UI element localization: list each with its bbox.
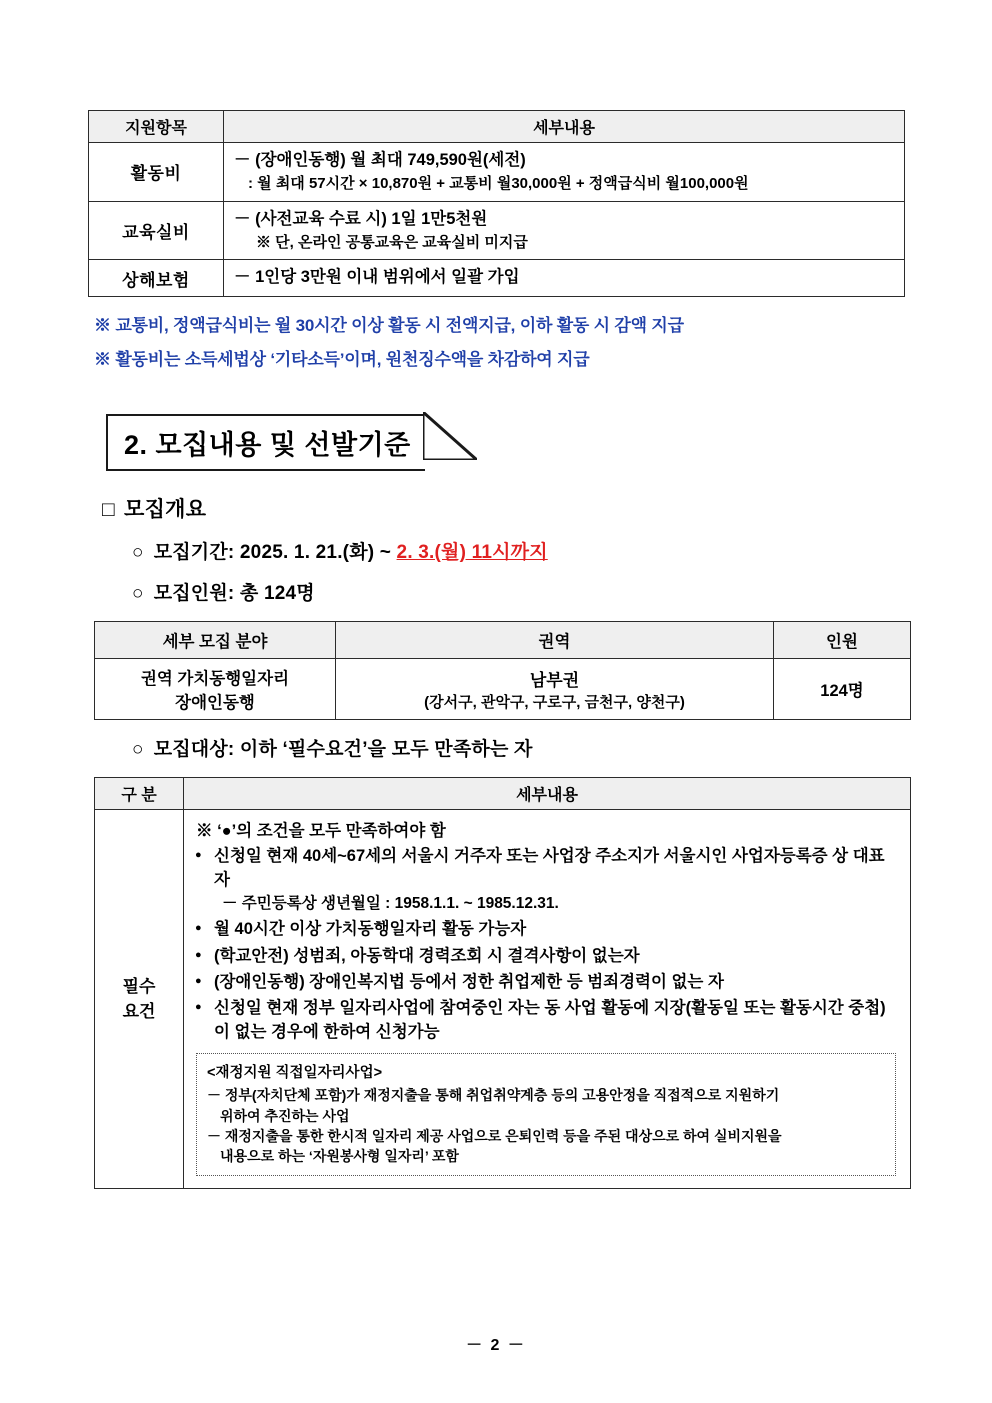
bullet-recruit-period bbox=[132, 537, 904, 564]
recruit-deadline-highlight: 2. 3.(월) 11시까지 bbox=[396, 542, 548, 564]
section-heading-text: 2. 모집내용 및 선발기준 bbox=[106, 414, 425, 471]
requirements-note: ※ ‘●’의 조건을 모두 만족하여야 함 bbox=[196, 822, 446, 841]
inner-box-line2: － 재정지출을 통한 한시적 일자리 제공 사업으로 은퇴인력 등을 주된 대상으로 하여 실비지원을 bbox=[207, 1127, 782, 1144]
row-label-required bbox=[95, 810, 184, 1189]
table-row bbox=[95, 810, 911, 1189]
required-label-line2: 요건 bbox=[122, 1002, 156, 1022]
bullet-recruit-target bbox=[132, 734, 904, 761]
circle-marker-icon: ○ bbox=[132, 583, 144, 605]
list-item bbox=[194, 971, 900, 994]
cell-region bbox=[336, 659, 774, 720]
table-row bbox=[89, 260, 905, 297]
table-header-row bbox=[95, 778, 911, 810]
education-fee-line1: － (사전교육 수료 시) 1일 1만5천원 bbox=[234, 209, 488, 228]
activity-fee-line1: － (장애인동행) 월 최대 749,590원(세전) bbox=[234, 151, 526, 169]
inner-box-line2-cont: 내용으로 하는 ‘자원봉사형 일자리’ 포함 bbox=[220, 1148, 459, 1165]
circle-marker-icon: ○ bbox=[132, 542, 144, 564]
table-row bbox=[89, 143, 905, 202]
table-header-row bbox=[95, 622, 911, 659]
subsection-heading-text: 모집개요 bbox=[123, 498, 207, 522]
column-header-field: 세부 모집 분야 bbox=[95, 622, 336, 659]
column-header-detail: 세부내용 bbox=[224, 111, 905, 143]
inner-box-line1-cont: 위하여 추진하는 사업 bbox=[220, 1107, 350, 1124]
cell-count: 124명 bbox=[774, 659, 911, 720]
region-main: 남부권 bbox=[529, 671, 580, 691]
requirement-text: 월 40시간 이상 가치동행일자리 활동 가능자 bbox=[214, 920, 527, 939]
list-item bbox=[194, 918, 900, 941]
support-items-table bbox=[88, 110, 905, 297]
insurance-line1: － 1인당 3만원 이내 범위에서 일괄 가입 bbox=[234, 268, 520, 287]
table-row bbox=[89, 201, 905, 260]
region-sub: (강서구, 관악구, 구로구, 금천구, 양천구) bbox=[424, 694, 685, 712]
section-heading bbox=[106, 414, 425, 471]
cell-field bbox=[95, 659, 336, 720]
field-line2: 장애인동행 bbox=[175, 694, 255, 713]
activity-fee-line2: : 월 최대 57시간 × 10,870원 + 교통비 월30,000원 + 정액급식비 월100,000원 bbox=[248, 174, 749, 192]
subsection-heading bbox=[102, 493, 904, 523]
list-item bbox=[194, 945, 900, 968]
recruit-target-text: 모집대상: 이하 ‘필수요건’을 모두 만족하는 자 bbox=[153, 739, 533, 761]
note-income-tax: ※ 활동비는 소득세법상 ‘기타소득’이며, 원천징수액을 차감하여 지급 bbox=[94, 350, 590, 370]
list-item bbox=[194, 997, 900, 1044]
requirement-text: 신청일 현재 40세~67세의 서울시 거주자 또는 사업장 주소지가 서울시인 사업자등록증 상 대표자 bbox=[214, 847, 885, 889]
table-header-row bbox=[89, 111, 905, 143]
education-fee-line2: ※ 단, 온라인 공통교육은 교육실비 미지급 bbox=[256, 233, 528, 251]
note-transport-meal: ※ 교통비, 정액급식비는 월 30시간 이상 활동 시 전액지급, 이하 활동 시 감액 지급 bbox=[94, 316, 684, 336]
column-header-region: 권역 bbox=[336, 622, 774, 659]
requirements-detail-cell bbox=[184, 810, 911, 1189]
requirement-text: (학교안전) 성범죄, 아동학대 경력조회 시 결격사항이 없는자 bbox=[214, 946, 640, 965]
inner-box-line1: － 정부(자치단체 포함)가 재정지출을 통해 취업취약계층 등의 고용안정을 직접적으로 지원하기 bbox=[207, 1087, 780, 1104]
requirements-table bbox=[94, 777, 911, 1189]
row-detail-education-fee bbox=[224, 201, 905, 260]
list-item bbox=[194, 845, 900, 915]
recruit-count-label: 모집인원: 총 124명 bbox=[153, 583, 315, 605]
field-line1: 권역 가치동행일자리 bbox=[140, 670, 290, 689]
requirements-list bbox=[194, 845, 900, 1044]
row-detail-insurance bbox=[224, 260, 905, 297]
row-detail-activity-fee bbox=[224, 143, 905, 202]
requirement-subtext: － 주민등록상 생년월일 : 1958.1.1. ~ 1985.12.31. bbox=[222, 895, 559, 913]
requirement-text: (장애인동행) 장애인복지법 등에서 정한 취업제한 등 범죄경력이 없는 자 bbox=[214, 972, 724, 991]
recruit-field-table bbox=[94, 621, 911, 720]
square-marker-icon: □ bbox=[102, 498, 115, 522]
column-header-item: 지원항목 bbox=[89, 111, 224, 143]
section-heading-flag-icon bbox=[423, 412, 477, 473]
column-header-division: 구 분 bbox=[95, 778, 184, 810]
column-header-count: 인원 bbox=[774, 622, 911, 659]
page-number: － 2 － bbox=[466, 1337, 526, 1354]
required-label-line1: 필수 bbox=[122, 976, 156, 996]
requirement-text: 신청일 현재 정부 일자리사업에 참여중인 자는 동 사업 활동에 지장(활동일 또는 활동시간 중첩)이 없는 경우에 한하여 신청가능 bbox=[214, 999, 886, 1041]
circle-marker-icon: ○ bbox=[132, 739, 144, 761]
inner-box-title: <재정지원 직접일자리사업> bbox=[207, 1065, 383, 1082]
row-label-activity-fee: 활동비 bbox=[89, 143, 224, 202]
fiscal-support-definition-box bbox=[196, 1053, 896, 1176]
row-label-education-fee: 교육실비 bbox=[89, 201, 224, 260]
column-header-detail: 세부내용 bbox=[184, 778, 911, 810]
table-row bbox=[95, 659, 911, 720]
recruit-period-label: 모집기간: 2025. 1. 21.(화) ~ bbox=[153, 542, 397, 564]
bullet-recruit-count bbox=[132, 578, 904, 605]
row-label-insurance: 상해보험 bbox=[89, 260, 224, 297]
